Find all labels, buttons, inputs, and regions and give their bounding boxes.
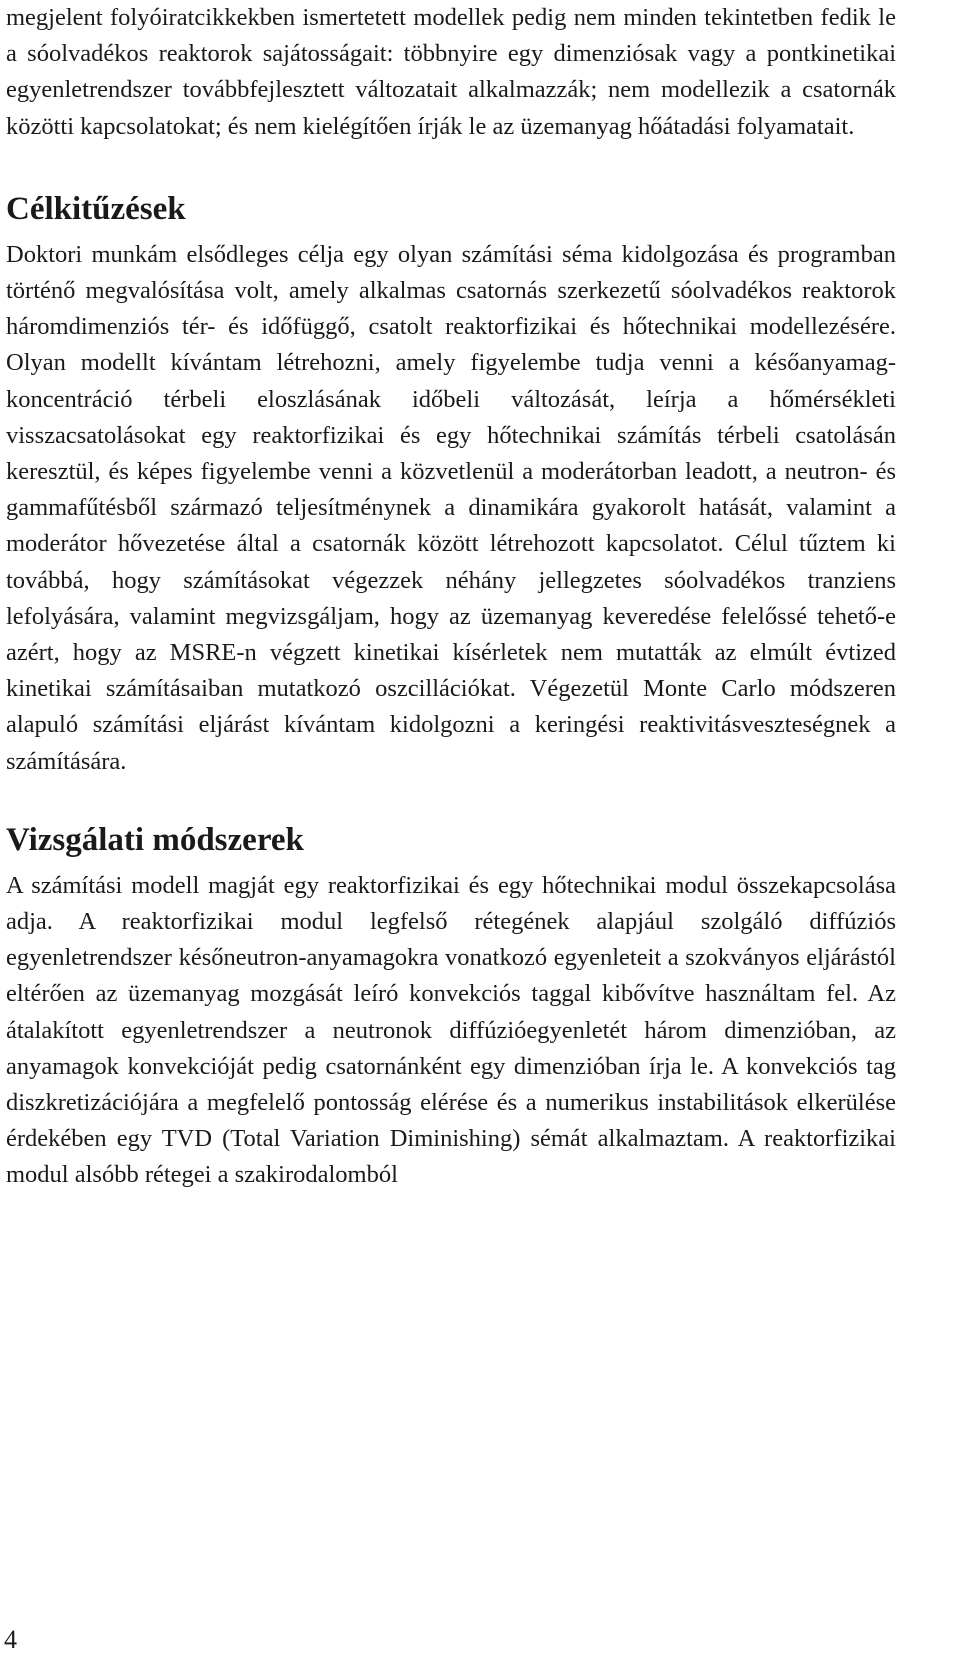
intro-paragraph: megjelent folyóiratcikkekben ismertetett modellek pedig nem minden tekintetben fedik le a sóolvadékos reaktorok sajátosságait: többnyire egy dimenziósak vagy a pontkinetikai egyenletrendszer továbbfejlesztett változatait alkalmazzák; nem modellezik a csatornák közötti kapcsolatokat; és nem kielégítően írják le az üzemanyag hőátadási folyamatait.	[6, 4, 896, 140]
methods-paragraph: A számítási modell magját egy reaktorfizikai és egy hőtechnikai modul összekapcsolása adja. A reaktorfizikai modul legfelső rétegének alapjául szolgáló diffúziós egyenletrendszer későneutron-anyamagokra vonatkozó egyenleteit a szokványos eljárástól eltérően az üzemanyag mozgását leíró konvekciós taggal kibővítve használtam fel. Az átalakított egyenletrendszer a neutronok diffúzióegyenletét három dimenzióban, az anyamagok konvekcióját pedig csatornánként egy dimenzióban írja le. A konvekciós tag diszkretizációjára a megfelelő pontosság elérése és a numerikus instabilitások elkerülése érdekében egy TVD (Total Variation Diminishing) sémát alkalmaztam. A reaktorfizikai modul alsóbb rétegei a szakirodalomból	[6, 871, 896, 1189]
goals-paragraph: Doktori munkám elsődleges célja egy olyan számítási séma kidolgozása és programban történő megvalósítása volt, amely alkalmas csatornás szerkezetű sóolvadékos reaktorok háromdimenziós tér- és időfüggő, csatolt reaktorfizikai és hőtechnikai modellezésére. Olyan modellt kívántam létrehozni, amely figyelembe tudja venni a későanyamag-koncentráció térbeli eloszlásának időbeli változását, leírja a hőmérsékleti visszacsatolásokat egy reaktorfizikai és egy hőtechnikai számítás térbeli csatolásán keresztül, és képes figyelembe venni a közvetlenül a moderátorban leadott, a neutron- és gammafűtésből származó teljesítménynek a dinamikára gyakorolt hatását, valamint a moderátor hővezetése által a csatornák között létrehozott kapcsolatot. Célul tűztem ki továbbá, hogy számításokat végezzek néhány jellegzetes sóolvadékos tranziens lefolyására, valamint megvizsgáljam, hogy az üzemanyag keveredése felelőssé tehető-e azért, hogy az MSRE-n végzett kinetikai kísérletek nem mutatták az elmúlt évtized kinetikai számításaiban mutatkozó oszcillációkat. Végezetül Monte Carlo módszeren alapuló számítási eljárást kívántam kidolgozni a keringési reaktivitásveszteségnek a számítására.	[6, 240, 896, 775]
section-heading-methods: Vizsgálati módszerek	[6, 821, 304, 858]
document-page	[6, 0, 896, 1194]
page-number: 4	[4, 1625, 17, 1654]
section-heading-goals: Célkitűzések	[6, 190, 186, 227]
